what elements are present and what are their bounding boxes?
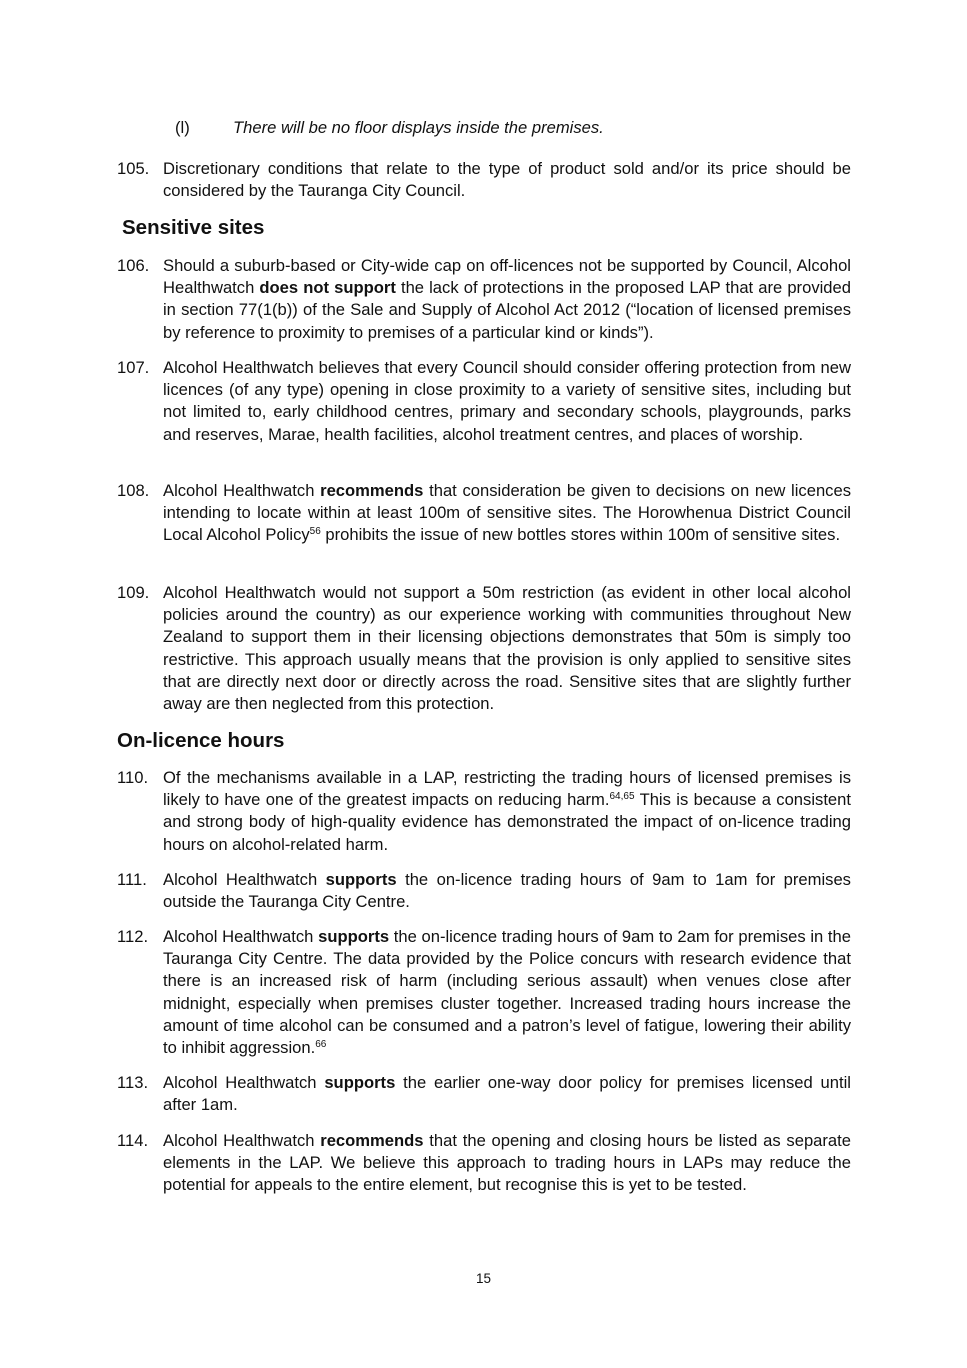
paragraph-108 <box>117 480 851 547</box>
paragraph-text: Alcohol Healthwatch would not support a 50m restriction (as evident in other local alcohol policies around the country) as our experience working with communities throughout New Zealand to support them in their licensing objections demonstrates that 50m is simply too restrictive. This approach usually means that the provision is only applied to sensitive sites that are directly next door or directly across the road. Sensitive sites that are slightly further away are then neglected from this protection. <box>163 583 851 714</box>
bold-text: recommends <box>320 1131 424 1150</box>
text-run: Alcohol Healthwatch <box>163 927 319 946</box>
paragraph-number: 113. <box>117 1073 149 1092</box>
text-run: Alcohol Healthwatch <box>163 1131 321 1150</box>
footnote-ref: 56 <box>309 526 321 538</box>
bold-text: recommends <box>320 481 424 500</box>
paragraph-text <box>163 869 851 913</box>
paragraph-text <box>163 1072 851 1116</box>
paragraph-text <box>163 255 851 344</box>
text-run: Alcohol Healthwatch <box>163 481 321 500</box>
bold-text: supports <box>325 870 397 889</box>
page-number: 15 <box>475 1271 492 1286</box>
bold-text: does not support <box>259 278 396 298</box>
text-run: Of the mechanisms available in a LAP, restricting the trading hours of licensed premises is likely to have one of the greatest impacts on reducing harm. <box>163 768 851 810</box>
footnote-ref: 66 <box>315 1039 327 1051</box>
paragraph-number: 111. <box>117 870 147 889</box>
section-heading-sensitive-sites: Sensitive sites <box>122 216 265 239</box>
text-run: the earlier one-way door policy for premises licensed until after 1am. <box>163 1073 851 1115</box>
paragraph-text <box>163 1130 851 1197</box>
paragraph-text <box>163 926 851 1059</box>
text-run: the on-licence trading hours of 9am to 1am for premises outside the Tauranga City Centre. <box>163 870 851 912</box>
paragraph-text: Discretionary conditions that relate to the type of product sold and/or its price should be considered by the Tauranga City Council. <box>163 159 851 201</box>
text-run: prohibits the issue of new bottles stores within 100m of sensitive sites. <box>320 525 841 545</box>
paragraph-number: 108. <box>117 481 150 500</box>
paragraph-112 <box>117 926 851 1059</box>
paragraph-number: 107. <box>117 358 150 377</box>
paragraph-114 <box>117 1130 851 1197</box>
paragraph-105 <box>117 158 851 202</box>
paragraph-110 <box>117 767 851 856</box>
paragraph-number: 112. <box>117 927 149 946</box>
paragraph-text <box>163 767 851 856</box>
paragraph-number: 106. <box>117 256 150 275</box>
paragraph-text <box>163 480 851 547</box>
text-run: Should a suburb-based or City-wide cap on off-licences not be supported by Council, Alcohol Healthwatch <box>163 256 851 298</box>
paragraph-113 <box>117 1072 851 1116</box>
paragraph-111 <box>117 869 851 913</box>
text-run: This is because a consistent and strong body of high-quality evidence has demonstrated the impact of on-licence trading hours on alcohol-related harm. <box>163 790 851 854</box>
text-run: the on-licence trading hours of 9am to 2am for premises in the Tauranga City Centre. The data provided by the Police concurs with research evidence that there is an increased risk of harm (including serious assault) when venues close after midnight, especially when premises cluster together. Increased trading hours increase the amount of time alcohol can be consumed and a patron’s level of fatigue, lowering their ability to inhibit aggression. <box>163 927 851 1058</box>
sub-item-letter: (l) <box>175 118 190 137</box>
text-run: the lack of protections in the proposed LAP that are provided in section 77(1(b)) of the Sale and Supply of Alcohol Act 2012 (“location of licensed premises by reference to proximity to premises of a particular kind or kinds”). <box>163 278 851 342</box>
text-run: that the opening and closing hours be listed as separate elements in the LAP. We believe this approach to trading hours in LAPs may reduce the potential for appeals to the entire element, but recognise this is yet to be tested. <box>163 1131 851 1195</box>
text-run: that consideration be given to decisions on new licences intending to locate within at least 100m of sensitive sites. The Horowhenua District Council Local Alcohol Policy <box>163 481 851 545</box>
paragraph-number: 105. <box>117 159 150 178</box>
paragraph-109 <box>117 582 851 715</box>
paragraph-number: 109. <box>117 583 150 602</box>
text-run: Alcohol Healthwatch <box>163 870 326 889</box>
paragraph-106 <box>117 255 851 344</box>
paragraph-number: 110. <box>117 768 149 787</box>
paragraph-number: 114. <box>117 1131 149 1150</box>
sub-item-text: There will be no floor displays inside the premises. <box>233 118 604 137</box>
sub-item-l <box>175 117 875 139</box>
bold-text: supports <box>318 927 390 946</box>
footnote-ref: 64,65 <box>609 791 635 803</box>
text-run: Alcohol Healthwatch <box>163 1073 325 1092</box>
section-heading-on-licence-hours: On-licence hours <box>117 729 285 752</box>
bold-text: supports <box>324 1073 396 1092</box>
paragraph-107 <box>117 357 851 446</box>
paragraph-text: Alcohol Healthwatch believes that every Council should consider offering protection from new licences (of any type) opening in close proximity to a variety of sensitive sites, including but not limited to, early childhood centres, primary and secondary schools, playgrounds, parks and reserves, Marae, health facilities, alcohol treatment centres, and places of worship. <box>163 358 851 444</box>
